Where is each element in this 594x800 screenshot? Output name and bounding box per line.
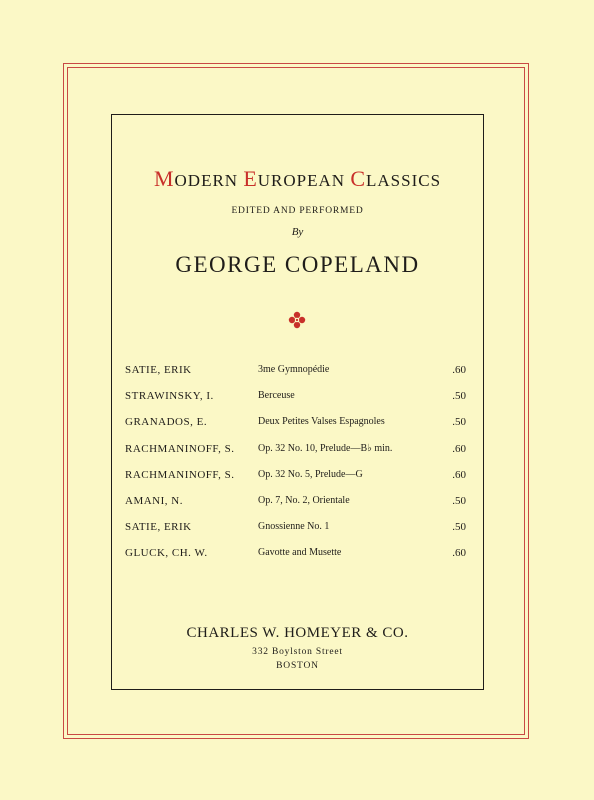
price: .50 [452,521,466,534]
list-item [125,543,470,569]
composer-name: GRANADOS, E. [125,416,208,429]
composer-name: RACHMANINOFF, S. [125,468,235,481]
title-word: UROPEAN [257,171,351,190]
price: .50 [452,390,466,403]
composer-name: SATIE, ERIK [125,521,192,534]
subtitle: EDITED AND PERFORMED [231,206,364,216]
price: .60 [452,468,466,481]
publisher-city: BOSTON [276,661,319,671]
price: .60 [452,442,466,455]
page-title [111,166,484,192]
list-item [125,360,470,386]
list-item [125,412,470,438]
piece-title: Gavotte and Musette [258,547,342,559]
price: .50 [452,416,466,429]
piece-title: Deux Petites Valses Espagnoles [258,416,385,428]
piece-title: Op. 7, No. 2, Orientale [258,494,350,506]
list-item [125,491,470,517]
piece-title: Op. 32 No. 10, Prelude—B♭ min. [258,442,393,454]
floral-ornament-icon [288,311,306,329]
composer-name: SATIE, ERIK [125,364,192,376]
title-word: LASSICS [366,171,442,190]
price: .60 [452,364,466,376]
piece-title: 3me Gymnopédie [258,364,330,375]
list-item [125,465,470,491]
publisher-name: CHARLES W. HOMEYER & CO. [186,625,409,641]
performer-name: GEORGE COPELAND [175,252,420,277]
list-item [125,517,470,543]
price: .60 [452,547,466,560]
composer-name: AMANI, N. [125,494,183,507]
title-word: ODERN [174,171,244,190]
piece-title: Berceuse [258,390,295,402]
piece-title: Gnossienne No. 1 [258,521,330,533]
composer-name: STRAWINSKY, I. [125,390,214,403]
piece-title: Op. 32 No. 5, Prelude—G [258,468,363,480]
composer-name: RACHMANINOFF, S. [125,442,235,455]
title-initial: M [153,166,175,191]
price: .50 [452,494,466,507]
composer-name: GLUCK, CH. W. [125,547,208,560]
list-item [125,439,470,465]
title-initial: E [243,166,258,191]
by-line: By [291,226,304,238]
title-initial: C [350,166,367,191]
list-item [125,386,470,412]
publisher-street: 332 Boylston Street [252,647,343,657]
piece-list [125,360,470,570]
